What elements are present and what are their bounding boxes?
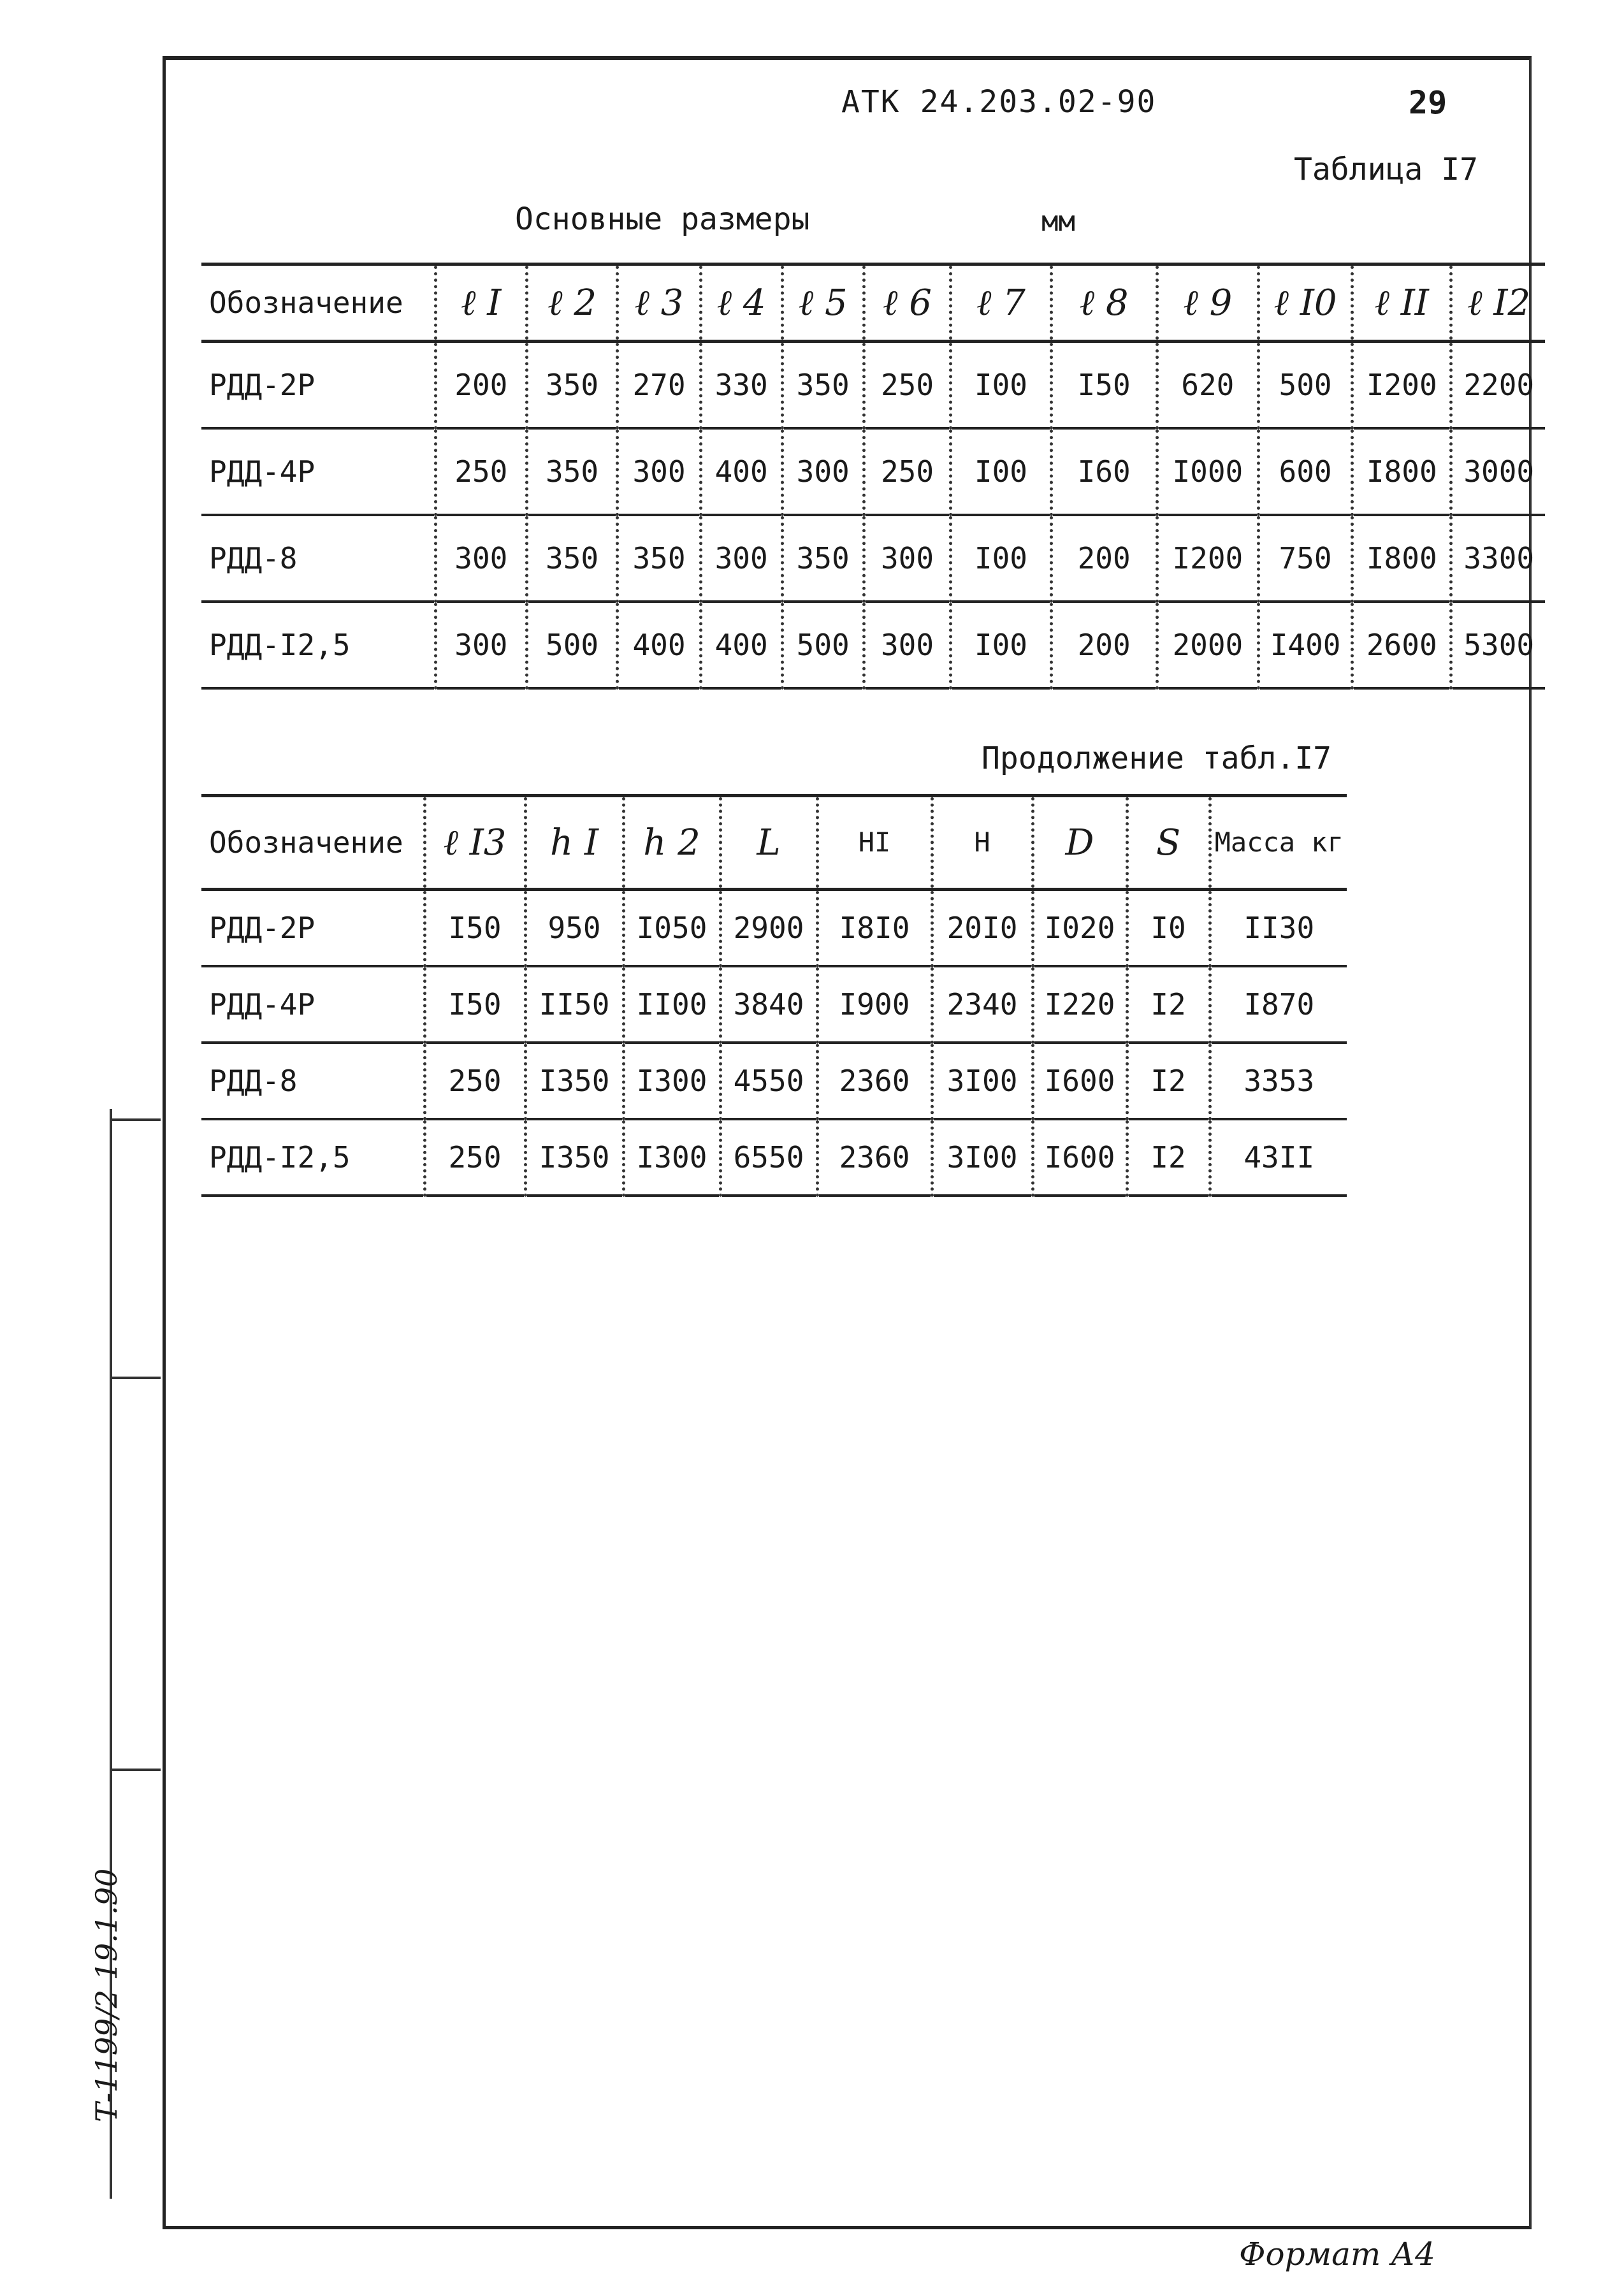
column-header: h I xyxy=(525,796,623,890)
table-cell: 300 xyxy=(864,515,950,602)
continuation-label: Продолжение табл.I7 xyxy=(982,741,1332,776)
table-cell: 3300 xyxy=(1451,515,1545,602)
table-cell: 620 xyxy=(1157,342,1259,429)
table-cell: 3353 xyxy=(1210,1043,1347,1119)
table-cell: I350 xyxy=(525,1043,623,1119)
table-cell: 2360 xyxy=(817,1119,932,1196)
table-cell: I020 xyxy=(1033,890,1127,967)
table-cell: 300 xyxy=(700,515,782,602)
table-cell: 250 xyxy=(435,428,526,515)
row-designation: РДД-4Р xyxy=(201,966,424,1043)
table-cell: 200 xyxy=(1051,602,1157,688)
table-cell: 300 xyxy=(435,515,526,602)
table-cell: I600 xyxy=(1033,1119,1127,1196)
table-cell: I60 xyxy=(1051,428,1157,515)
column-header: L xyxy=(720,796,817,890)
table-row xyxy=(201,342,1545,429)
table-cell: I8I0 xyxy=(817,890,932,967)
table-cell: 200 xyxy=(1051,515,1157,602)
table-cell: 500 xyxy=(526,602,618,688)
document-code: АТК 24.203.02-90 xyxy=(841,84,1157,120)
table-cell: 43II xyxy=(1210,1119,1347,1196)
table-cell: 350 xyxy=(526,428,618,515)
column-header: ℓ 5 xyxy=(782,264,864,342)
table-cell: 400 xyxy=(700,602,782,688)
table-row xyxy=(201,428,1545,515)
table-cell: 350 xyxy=(526,342,618,429)
column-header: S xyxy=(1127,796,1210,890)
table-cell: 2600 xyxy=(1352,602,1451,688)
main-dimensions-table xyxy=(201,263,1545,690)
table-cell: I870 xyxy=(1210,966,1347,1043)
row-designation: РДД-I2,5 xyxy=(201,1119,424,1196)
table-cell: 600 xyxy=(1259,428,1352,515)
table-cell: 750 xyxy=(1259,515,1352,602)
table-cell: 250 xyxy=(864,428,950,515)
column-header: ℓ 7 xyxy=(951,264,1051,342)
table-cell: 2200 xyxy=(1451,342,1545,429)
table-row xyxy=(201,966,1347,1043)
row-designation: РДД-2Р xyxy=(201,890,424,967)
table-cell: I350 xyxy=(525,1119,623,1196)
table-caption: Основные размеры xyxy=(515,201,810,237)
continuation-table xyxy=(201,794,1347,1197)
table-cell: I000 xyxy=(1157,428,1259,515)
table-cell: I2 xyxy=(1127,966,1210,1043)
table-cell: II50 xyxy=(525,966,623,1043)
table-row xyxy=(201,515,1545,602)
table-cell: 350 xyxy=(526,515,618,602)
table-cell: 4550 xyxy=(720,1043,817,1119)
table-cell: I200 xyxy=(1352,342,1451,429)
table-cell: I00 xyxy=(951,342,1051,429)
table-cell: I2 xyxy=(1127,1119,1210,1196)
table-cell: I200 xyxy=(1157,515,1259,602)
table-row xyxy=(201,890,1347,967)
table-cell: I0 xyxy=(1127,890,1210,967)
margin-tick xyxy=(110,1769,161,1771)
table-row xyxy=(201,1043,1347,1119)
table-cell: 2900 xyxy=(720,890,817,967)
table-cell: 300 xyxy=(864,602,950,688)
table-cell: 350 xyxy=(782,342,864,429)
table-cell: I00 xyxy=(951,428,1051,515)
column-header: ℓ II xyxy=(1352,264,1451,342)
table-cell: 300 xyxy=(618,428,700,515)
table-cell: 500 xyxy=(1259,342,1352,429)
table-cell: I00 xyxy=(951,602,1051,688)
column-header: ℓ 2 xyxy=(526,264,618,342)
table-cell: 2360 xyxy=(817,1043,932,1119)
table-cell: 270 xyxy=(618,342,700,429)
column-header: H xyxy=(932,796,1033,890)
row-designation: РДД-4Р xyxy=(201,428,435,515)
table-row xyxy=(201,602,1545,688)
column-header-designation: Обозначение xyxy=(201,796,424,890)
table-cell: 2340 xyxy=(932,966,1033,1043)
table-cell: I50 xyxy=(424,966,525,1043)
row-designation: РДД-8 xyxy=(201,515,435,602)
table-cell: 950 xyxy=(525,890,623,967)
table-cell: II00 xyxy=(623,966,720,1043)
table-cell: 500 xyxy=(782,602,864,688)
table-row xyxy=(201,1119,1347,1196)
column-header: ℓ 3 xyxy=(618,264,700,342)
table-cell: 20I0 xyxy=(932,890,1033,967)
table-cell: I900 xyxy=(817,966,932,1043)
table-cell: 3I00 xyxy=(932,1043,1033,1119)
table-cell: I220 xyxy=(1033,966,1127,1043)
table-cell: 400 xyxy=(700,428,782,515)
column-header: ℓ I3 xyxy=(424,796,525,890)
column-header: D xyxy=(1033,796,1127,890)
column-header: HI xyxy=(817,796,932,890)
table-cell: 6550 xyxy=(720,1119,817,1196)
table-cell: 2000 xyxy=(1157,602,1259,688)
column-header: ℓ I2 xyxy=(1451,264,1545,342)
table-cell: II30 xyxy=(1210,890,1347,967)
table-cell: 3I00 xyxy=(932,1119,1033,1196)
table-cell: 3000 xyxy=(1451,428,1545,515)
table-cell: I50 xyxy=(424,890,525,967)
table-cell: I400 xyxy=(1259,602,1352,688)
row-designation: РДД-8 xyxy=(201,1043,424,1119)
column-header: ℓ 6 xyxy=(864,264,950,342)
page-number: 29 xyxy=(1409,84,1447,121)
margin-tick xyxy=(110,1377,161,1379)
table-cell: 250 xyxy=(424,1119,525,1196)
table-cell: 300 xyxy=(782,428,864,515)
column-header: ℓ 9 xyxy=(1157,264,1259,342)
margin-tick xyxy=(110,1118,161,1121)
table-label: Таблица I7 xyxy=(1294,152,1478,187)
column-header: ℓ I xyxy=(435,264,526,342)
column-header: Масса кг xyxy=(1210,796,1347,890)
table-cell: I00 xyxy=(951,515,1051,602)
table-cell: 300 xyxy=(435,602,526,688)
table-cell: 250 xyxy=(864,342,950,429)
table-cell: 250 xyxy=(424,1043,525,1119)
table-cell: I800 xyxy=(1352,515,1451,602)
table-cell: 350 xyxy=(782,515,864,602)
table-cell: I600 xyxy=(1033,1043,1127,1119)
table-cell: I300 xyxy=(623,1119,720,1196)
table-cell: I800 xyxy=(1352,428,1451,515)
table-cell: I50 xyxy=(1051,342,1157,429)
row-designation: РДД-I2,5 xyxy=(201,602,435,688)
table-cell: I300 xyxy=(623,1043,720,1119)
row-designation: РДД-2Р xyxy=(201,342,435,429)
margin-registration-note: Т-1199/2 19.1.90 xyxy=(89,1868,124,2122)
column-header: ℓ I0 xyxy=(1259,264,1352,342)
column-header: ℓ 8 xyxy=(1051,264,1157,342)
table-cell: 400 xyxy=(618,602,700,688)
table-cell: 5300 xyxy=(1451,602,1545,688)
table-cell: 200 xyxy=(435,342,526,429)
table-cell: 330 xyxy=(700,342,782,429)
column-header-designation: Обозначение xyxy=(201,264,435,342)
table-cell: 3840 xyxy=(720,966,817,1043)
format-footer: Формат А4 xyxy=(1239,2236,1435,2273)
table-cell: I2 xyxy=(1127,1043,1210,1119)
column-header: ℓ 4 xyxy=(700,264,782,342)
table-cell: I050 xyxy=(623,890,720,967)
table-cell: 350 xyxy=(618,515,700,602)
units-label: мм xyxy=(1041,205,1075,238)
column-header: h 2 xyxy=(623,796,720,890)
